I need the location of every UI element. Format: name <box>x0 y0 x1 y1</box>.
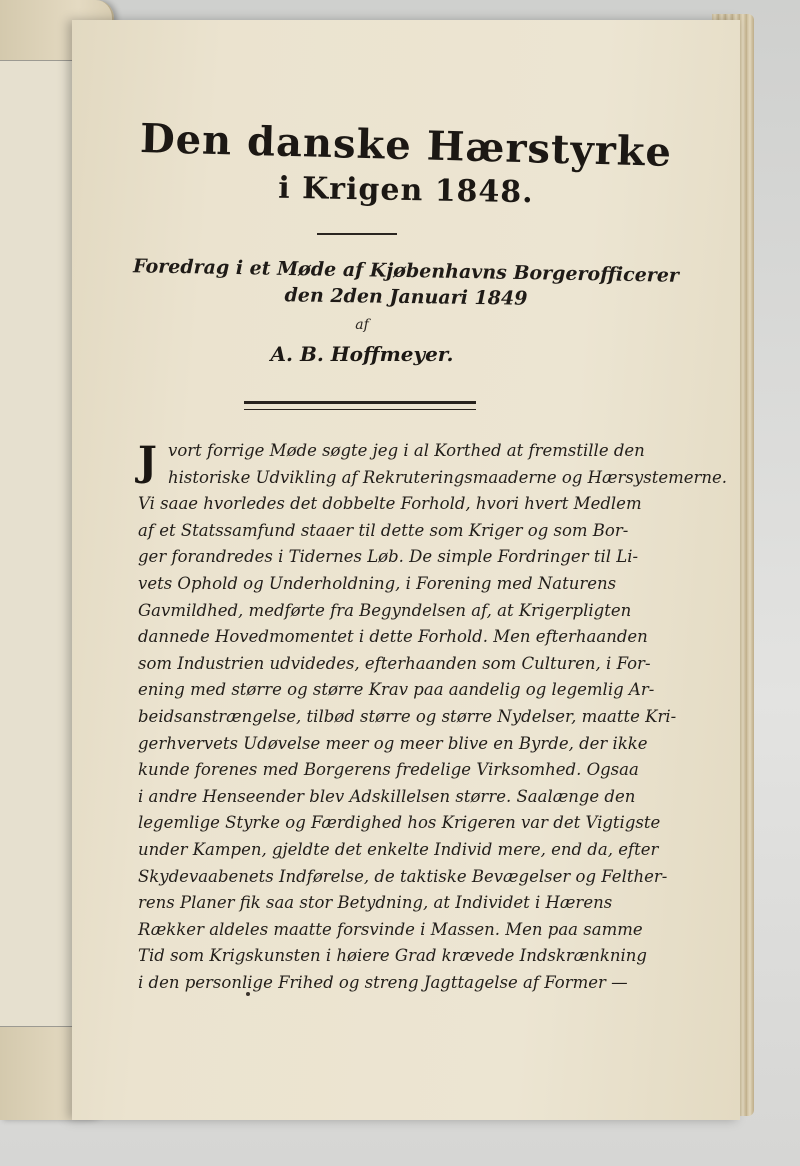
book-title-line2: i Krigen 1848. <box>278 170 534 211</box>
text-line: som Industrien udvidedes, efterhaanden som Culturen, i For- <box>138 653 651 673</box>
text-line: ger forandredes i Tidernes Løb. De simple Fordringer til Li- <box>138 547 639 567</box>
title-divider <box>317 233 397 235</box>
text-line: dannede Hovedmomentet i dette Forhold. Men efterhaanden <box>138 627 648 647</box>
text-line: legemlige Styrke og Færdighed hos Krigeren var det Vigtigste <box>138 813 661 833</box>
page-speck <box>246 992 250 996</box>
page-content <box>72 20 740 1120</box>
section-divider <box>244 401 476 410</box>
body-text <box>138 438 728 996</box>
subtitle-date: den 2den Januari 1849 <box>284 284 528 310</box>
text-line: i den personlige Frihed og streng Jagttagelse af Former — <box>138 972 628 992</box>
text-line: kunde forenes med Borgerens fredelige Virksomhed. Ogsaa <box>138 760 639 780</box>
drop-cap: J <box>138 438 157 485</box>
text-line: ening med større og større Krav paa aandelig og legemlig Ar- <box>138 680 655 700</box>
text-line: af et Statssamfund staaer til dette som Kriger og som Bor- <box>138 520 629 540</box>
text-line: historiske Udvikling af Rekruteringsmaaderne og Hærsystemerne. <box>168 467 728 487</box>
text-line: under Kampen, gjeldte det enkelte Individ mere, end da, efter <box>138 839 659 859</box>
text-line: gerhvervets Udøvelse meer og meer blive en Byrde, der ikke <box>138 733 648 753</box>
text-line: rens Planer fik saa stor Betydning, at Individet i Hærens <box>138 893 613 913</box>
text-line: Gavmildhed, medførte fra Begyndelsen af, at Krigerpligten <box>138 600 632 620</box>
book-title: Den danske Hærstyrke <box>139 115 673 176</box>
text-line: vets Ophold og Underholdning, i Forening med Naturens <box>138 573 617 593</box>
book-page <box>72 20 740 1120</box>
text-line: beidsanstrængelse, tilbød større og større Nydelser, maatte Kri- <box>138 706 677 726</box>
by-label: af <box>355 317 369 333</box>
text-line: Vi saae hvorledes det dobbelte Forhold, hvori hvert Medlem <box>138 494 642 514</box>
text-line: i andre Henseender blev Adskillelsen større. Saalænge den <box>138 786 636 806</box>
text-line: Rækker aldeles maatte forsvinde i Massen. Men paa samme <box>138 919 643 939</box>
text-line: Skydevaabenets Indførelse, de taktiske Bevægelser og Felther- <box>138 866 668 886</box>
subtitle: Foredrag i et Møde af Kjøbenhavns Borgerofficerer <box>132 255 680 287</box>
author-name: A. B. Hoffmeyer. <box>270 342 454 366</box>
text-line: Tid som Krigskunsten i høiere Grad krævede Indskrænkning <box>138 946 647 966</box>
text-line: vort forrige Møde søgte jeg i al Korthed at fremstille den <box>168 441 645 460</box>
